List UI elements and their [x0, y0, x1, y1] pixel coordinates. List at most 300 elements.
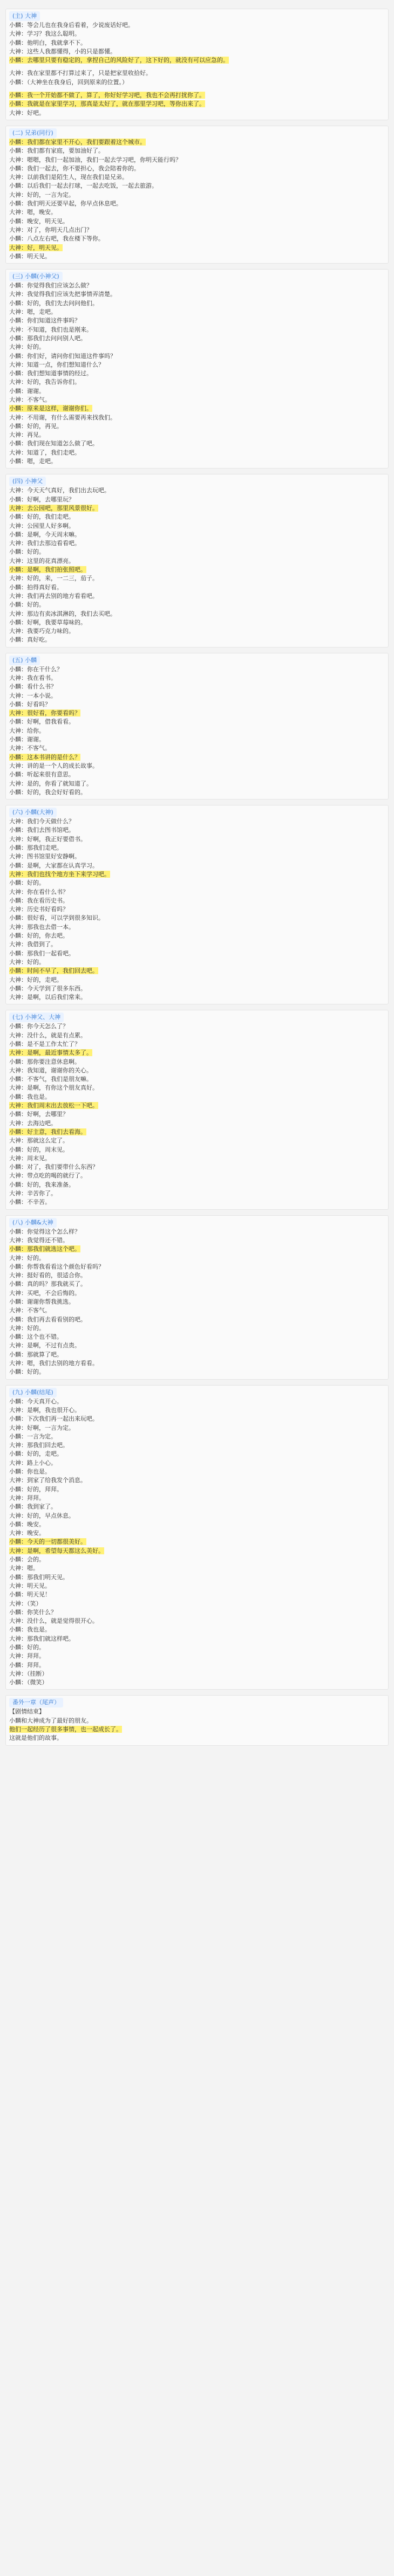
dialogue-line: [6, 1084, 388, 1092]
dialogue-line: [6, 1254, 388, 1263]
dialogue-line: [6, 78, 388, 87]
dialogue-line: [6, 1520, 388, 1529]
dialogue-text: 小麟：好的。: [9, 1643, 45, 1651]
dialogue-text: 小麟：时间不早了，我们回去吧。: [9, 967, 98, 975]
dialogue-line: [6, 1459, 388, 1468]
dialogue-text: 大神：不客气。: [9, 1307, 51, 1314]
dialogue-line: [6, 1351, 388, 1359]
dialogue-line: [6, 826, 388, 835]
dialogue-line: [6, 1573, 388, 1582]
dialogue-line: [6, 486, 388, 495]
dialogue-line: [6, 888, 388, 897]
dialogue-line: [6, 1626, 388, 1634]
dialogue-text: 大神：嗯，走吧。: [9, 308, 57, 316]
dialogue-line: [6, 513, 388, 521]
dialogue-line: [6, 1333, 388, 1341]
footer-text: 【剧情结束】: [9, 1708, 45, 1716]
dialogue-line: [6, 770, 388, 779]
dialogue-text: 小麟：那我们就选这个吧。: [9, 1245, 80, 1253]
dialogue-line: [6, 1128, 388, 1137]
dialogue-text: 大神：对了，你明天几点出门？: [9, 226, 92, 233]
dialogue-line: [6, 343, 388, 352]
dialogue-line: [6, 727, 388, 735]
dialogue-line: [6, 897, 388, 905]
dialogue-text: 小麟：我一个开始都不做了，算了，你好好学习吧，我也不会再打扰你了。: [9, 92, 205, 99]
dialogue-text: 小麟：那我们去问问别人吧。: [9, 334, 86, 342]
dialogue-line: [6, 1110, 388, 1119]
dialogue-text: 小麟：好的，我们走吧。: [9, 513, 74, 521]
dialogue-line: [6, 290, 388, 299]
dialogue-line: [6, 39, 388, 47]
dialogue-text: 大神：好的。: [9, 958, 45, 966]
dialogue-line: [6, 1424, 388, 1432]
dialogue-text: 大神：嗯，我们去别的地方看看。: [9, 1360, 98, 1367]
dialogue-line: [6, 1245, 388, 1253]
section-header: [6, 1013, 388, 1022]
dialogue-text: 大神：不客气。: [9, 745, 51, 752]
dialogue-text: 小麟：那你要注意休息啊。: [9, 1058, 80, 1065]
section-header: [6, 272, 388, 281]
section-header-tag: (主) 大神: [9, 11, 40, 21]
footer-line: [6, 1725, 388, 1734]
dialogue-text: 小麟：我们想知道事情的经过。: [9, 370, 92, 377]
dialogue-line: [6, 431, 388, 439]
dialogue-line: [6, 1529, 388, 1538]
dialogue-line: [6, 1476, 388, 1485]
dialogue-text: 小麟：我们一起去，你不要担心，我会陪着你的。: [9, 164, 140, 172]
dialogue-text: 大神：给你。: [9, 727, 45, 734]
dialogue-line: [6, 1678, 388, 1687]
dialogue-line: [6, 709, 388, 718]
dialogue-line: [6, 788, 388, 797]
section-header-tag: (四) 小神父: [9, 477, 46, 486]
dialogue-line: [6, 627, 388, 636]
dialogue-text: 小麟：看什么书？: [9, 683, 57, 691]
dialogue-text: 大神：我们今天做什么？: [9, 818, 74, 825]
dialogue-line: [6, 967, 388, 975]
dialogue-text: 大神：图书馆里好安静啊。: [9, 853, 80, 860]
dialogue-line: [6, 1538, 388, 1546]
section-header-tag: (二) 兄弟(同行): [9, 128, 57, 138]
dialogue-text: 大神：再见。: [9, 431, 45, 439]
dialogue-text: 小麟：你帮我看看这个颜色好看吗？: [9, 1263, 104, 1270]
dialogue-section: [5, 474, 389, 647]
section-header: [6, 477, 388, 486]
dialogue-text: 小麟：这本书讲的是什么？: [9, 753, 80, 761]
dialogue-text: 小麟：那我们走吧。: [9, 844, 63, 852]
dialogue-text: 大神：（挂断）: [9, 1670, 48, 1677]
dialogue-line: [6, 191, 388, 199]
dialogue-line: [6, 504, 388, 513]
dialogue-text: 小麟：拍得真好看。: [9, 583, 63, 591]
dialogue-text: 大神：去公园吧，那里风景很好。: [9, 504, 98, 512]
dialogue-text: 小麟：我们明天还要早起，你早点休息吧。: [9, 200, 122, 208]
dialogue-line: [6, 252, 388, 261]
section-header: [6, 128, 388, 138]
dialogue-text: 小麟：拜拜。: [9, 1661, 45, 1669]
dialogue-text: 大神：很好看，你要看吗？: [9, 710, 80, 717]
dialogue-line: [6, 352, 388, 361]
dialogue-text: 小麟：谢谢。: [9, 736, 45, 743]
footer-text: 这就是他们的故事。: [9, 1734, 63, 1742]
dialogue-text: 大神：拜拜。: [9, 1652, 45, 1660]
dialogue-line: [6, 1181, 388, 1189]
dialogue-line: [6, 308, 388, 316]
dialogue-text: 小麟：好的。: [9, 879, 45, 887]
dialogue-text: 小麟：等会儿也在我身后看着，少说废话好吧。: [9, 22, 134, 29]
dialogue-line: [6, 281, 388, 290]
dialogue-line: [6, 449, 388, 457]
dialogue-line: [6, 1236, 388, 1245]
dialogue-text: 小麟：好的，我会好好看的。: [9, 788, 86, 796]
dialogue-line: [6, 1289, 388, 1298]
dialogue-text: 小麟：那我们明天见。: [9, 1573, 69, 1581]
dialogue-line: [6, 692, 388, 700]
dialogue-line: [6, 683, 388, 691]
dialogue-line: [6, 1189, 388, 1198]
dialogue-line: [6, 1198, 388, 1207]
dialogue-text: 大神：一本小说。: [9, 692, 57, 699]
dialogue-text: 大神：我们也找个地方坐下来学习吧。: [9, 870, 110, 878]
dialogue-line: [6, 1450, 388, 1458]
dialogue-text: 小麟：是啊，大家都在认真学习。: [9, 862, 98, 869]
dialogue-text: 大神：我在家里都不打算过来了，只是把家里收拾好。: [9, 70, 152, 77]
section-header-tag: (七) 小神父、大神: [9, 1013, 64, 1022]
dialogue-text: 小麟：好啊，去哪里玩？: [9, 495, 74, 503]
dialogue-line: [6, 495, 388, 504]
footer-section: [5, 1695, 389, 1745]
dialogue-text: 大神：是啊，以后我们常来。: [9, 994, 86, 1001]
dialogue-text: 大神：晚安。: [9, 1530, 45, 1537]
dialogue-text: 小麟：听起来很有意思。: [9, 771, 74, 779]
dialogue-line: [6, 1154, 388, 1163]
dialogue-text: 小麟：明天见！: [9, 1591, 51, 1599]
dialogue-text: 小麟：我们再去看看别的吧。: [9, 1315, 86, 1323]
dialogue-line: [6, 601, 388, 609]
dialogue-text: 大神：以前我们是陌生人，现在我们是兄弟。: [9, 174, 128, 181]
dialogue-line: [6, 1298, 388, 1306]
dialogue-text: 大神：没什么，就是有点累。: [9, 1031, 86, 1039]
dialogue-line: [6, 636, 388, 644]
dialogue-text: 大神：知道一点，你们想知道什么？: [9, 361, 104, 368]
dialogue-text: 大神：那我也去借一本。: [9, 923, 74, 931]
dialogue-line: [6, 844, 388, 852]
dialogue-text: 小麟：好的，我们先去问问他们。: [9, 299, 98, 307]
dialogue-text: 小麟：是啊，今天周末嘛。: [9, 531, 80, 538]
dialogue-line: [6, 932, 388, 940]
dialogue-text: 小麟：我到家了。: [9, 1503, 57, 1511]
dialogue-line: [6, 1228, 388, 1236]
dialogue-text: 大神：那我们就这样吧。: [9, 1635, 74, 1642]
dialogue-line: [6, 923, 388, 932]
dialogue-text: 大神：学习？我这么聪明。: [9, 30, 80, 38]
dialogue-section: [5, 805, 389, 1004]
dialogue-line: [6, 1406, 388, 1415]
dialogue-line: [6, 1315, 388, 1324]
footer-header: [6, 1698, 388, 1707]
dialogue-section: [5, 126, 389, 264]
dialogue-text: 小麟：谢谢你帮我挑选。: [9, 1298, 74, 1305]
dialogue-line: [6, 949, 388, 958]
section-header: [6, 1218, 388, 1228]
dialogue-line: [6, 583, 388, 592]
dialogue-text: 小麟：以后我们一起去打球，一起去吃饭，一起去旅游。: [9, 182, 158, 190]
dialogue-line: [6, 1022, 388, 1031]
dialogue-text: 小麟：今天的一切都很美好。: [9, 1538, 86, 1546]
dialogue-line: [6, 182, 388, 190]
dialogue-text: 大神：好的，走吧。: [9, 976, 63, 983]
dialogue-line: [6, 1582, 388, 1590]
dialogue-line: [6, 109, 388, 118]
dialogue-text: 小麟：很好看，可以学到很多知识。: [9, 914, 104, 922]
dialogue-line: [6, 138, 388, 147]
dialogue-line: [6, 548, 388, 556]
dialogue-line: [6, 91, 388, 100]
dialogue-text: 小麟：我们去图书馆吧。: [9, 826, 74, 834]
dialogue-line: [6, 1075, 388, 1084]
dialogue-line: [6, 1617, 388, 1626]
dialogue-text: 大神：你在看什么书？: [9, 888, 69, 896]
dialogue-line: [6, 326, 388, 334]
dialogue-text: 小麟：好看吗？: [9, 700, 51, 708]
dialogue-text: 大神：明天见。: [9, 1582, 51, 1589]
dialogue-line: [6, 852, 388, 861]
dialogue-text: 大神：是啊，不过有点贵。: [9, 1342, 80, 1349]
dialogue-line: [6, 976, 388, 984]
dialogue-text: 大神：是啊，我也很开心。: [9, 1406, 80, 1414]
dialogue-text: 大神：我要巧克力味的。: [9, 628, 74, 635]
dialogue-line: [6, 21, 388, 30]
dialogue-line: [6, 369, 388, 378]
dialogue-line: [6, 404, 388, 413]
dialogue-text: 小麟：你们知道这件事吗？: [9, 317, 80, 325]
dialogue-text: 小麟：这个也不错。: [9, 1333, 63, 1341]
dialogue-text: 小麟：今天学到了很多东西。: [9, 984, 86, 992]
dialogue-text: 大神：那边有卖冰淇淋的，我们去买吧。: [9, 610, 116, 617]
dialogue-text: 大神：没什么，就是觉得很开心。: [9, 1617, 98, 1625]
dialogue-line: [6, 610, 388, 618]
dialogue-text: 大神：是啊，希望每天都这么美好。: [9, 1547, 104, 1554]
dialogue-text: 小麟：明天见。: [9, 252, 51, 260]
dialogue-text: 小麟：谢谢。: [9, 387, 45, 395]
dialogue-section: [5, 1010, 389, 1209]
dialogue-line: [6, 1590, 388, 1599]
dialogue-text: 大神：买吧，不会后悔的。: [9, 1289, 80, 1297]
dialogue-text: 小麟：好的，周末见。: [9, 1146, 69, 1153]
footer-line: [6, 1707, 388, 1716]
dialogue-line: [6, 1324, 388, 1333]
dialogue-line: [6, 244, 388, 252]
dialogue-line: [6, 100, 388, 108]
dialogue-text: 大神：是的，你看了就知道了。: [9, 780, 92, 787]
dialogue-text: 小麟：下次我们再一起出来玩吧。: [9, 1415, 98, 1423]
dialogue-text: 大神：不用谢，有什么需要再来找我们。: [9, 414, 116, 421]
dialogue-text: 小麟：你在干什么？: [9, 665, 63, 673]
dialogue-line: [6, 958, 388, 967]
footer-text: 他们一起经历了很多事情，也一起成长了。: [9, 1726, 122, 1733]
dialogue-text: 小麟：好啊，借我看看。: [9, 718, 74, 726]
section-header: [6, 656, 388, 665]
dialogue-text: 小麟：那我们一起看吧。: [9, 949, 74, 957]
dialogue-text: 小麟：真的吗？那我就买了。: [9, 1280, 86, 1288]
dialogue-text: 大神：我们去那边看看吧。: [9, 540, 80, 547]
dialogue-text: 小麟：不客气，我们是朋友嘛。: [9, 1076, 92, 1083]
dialogue-line: [6, 1137, 388, 1145]
dialogue-line: [6, 164, 388, 173]
dialogue-line: [6, 531, 388, 539]
dialogue-line: [6, 1600, 388, 1608]
dialogue-text: 大神：我们再去别的地方看看吧。: [9, 592, 98, 600]
dialogue-text: 小麟：我就是在家里学习，那真是太好了，就在那里学习吧，等你出来了。: [9, 100, 205, 108]
dialogue-line: [6, 208, 388, 217]
dialogue-line: [6, 156, 388, 164]
dialogue-text: 小麟：晚安。: [9, 1520, 45, 1528]
dialogue-text: 小麟：好主意，我们去看海。: [9, 1128, 86, 1135]
dialogue-text: 大神：带点吃的喝的就行了。: [9, 1172, 86, 1180]
dialogue-text: 小麟：你今天怎么了？: [9, 1023, 69, 1030]
dialogue-text: 大神：不客气。: [9, 396, 51, 403]
dialogue-text: 大神：拜拜。: [9, 1494, 45, 1501]
dialogue-text: 小麟：对了，我们要带什么东西？: [9, 1163, 98, 1171]
dialogue-line: [6, 1280, 388, 1289]
dialogue-line: [6, 1163, 388, 1172]
dialogue-line: [6, 700, 388, 709]
dialogue-line: [6, 674, 388, 683]
dialogue-text: 大神：好的，早点休息。: [9, 1512, 74, 1519]
dialogue-line: [6, 1635, 388, 1643]
dialogue-text: 小麟：好的，拜拜。: [9, 1485, 63, 1493]
dialogue-line: [6, 592, 388, 601]
dialogue-text: 小麟：好的，你去吧。: [9, 932, 69, 940]
dialogue-section: [5, 269, 389, 469]
footer-line: [6, 1734, 388, 1742]
dialogue-line: [6, 217, 388, 226]
dialogue-text: 小麟：嗯，走吧。: [9, 458, 57, 465]
dialogue-text: 小麟：好啊，我要草莓味的。: [9, 618, 86, 626]
section-header-tag: (五) 小麟: [9, 656, 40, 665]
dialogue-text: 小麟：好的。: [9, 548, 45, 556]
dialogue-text: 大神：嗯，晚安。: [9, 209, 57, 216]
dialogue-line: [6, 744, 388, 753]
dialogue-text: 大神：好的，我告诉你们。: [9, 378, 80, 386]
dialogue-line: [6, 1306, 388, 1315]
dialogue-text: 大神：不知道，我们也是刚来。: [9, 326, 92, 333]
dialogue-text: 大神：嗯嗯，我们一起加油，我们一起去学习吧，你明天能行吗？: [9, 156, 181, 163]
dialogue-line: [6, 762, 388, 770]
dialogue-line: [6, 566, 388, 574]
section-header: [6, 808, 388, 817]
dialogue-text: 大神：历史书好看吗？: [9, 906, 69, 913]
dialogue-line: [6, 1341, 388, 1350]
dialogue-text: 小麟：（微笑）: [9, 1679, 48, 1686]
dialogue-text: 小麟：你也是。: [9, 1468, 51, 1476]
dialogue-text: 小麟：他明白，我就拿不下。: [9, 39, 86, 46]
dialogue-text: 小麟：我们现在知道怎么做了吧。: [9, 440, 98, 447]
dialogue-line: [6, 1049, 388, 1057]
dialogue-text: 小麟：晚安，明天见。: [9, 217, 69, 225]
dialogue-text: 大神：好的，来，一二三，茄子。: [9, 575, 98, 582]
dialogue-line: [6, 235, 388, 243]
dialogue-text: 小麟：我们都有家庭，要加油好了。: [9, 147, 104, 155]
dialogue-line: [6, 940, 388, 949]
dialogue-text: 小麟：今天真开心。: [9, 1397, 63, 1405]
dialogue-line: [6, 1368, 388, 1376]
dialogue-line: [6, 780, 388, 788]
dialogue-text: 小麟：我也是。: [9, 1626, 51, 1634]
dialogue-line: [6, 56, 388, 65]
dialogue-text: 大神：我知道，谢谢你的关心。: [9, 1066, 92, 1074]
dialogue-line: [6, 753, 388, 762]
dialogue-line: [6, 1643, 388, 1652]
dialogue-text: 大神：挺好看的，很适合你。: [9, 1272, 86, 1279]
dialogue-text: 大神：周末见。: [9, 1154, 51, 1162]
dialogue-line: [6, 665, 388, 674]
dialogue-text: 小麟：会的。: [9, 1556, 45, 1563]
dialogue-text: 小麟：好啊，去哪里？: [9, 1111, 69, 1118]
dialogue-line: [6, 1172, 388, 1180]
dialogue-line: [6, 387, 388, 396]
dialogue-text: 小麟：好的，再见。: [9, 422, 63, 430]
footer-header-tag: 番外一章（尾声）: [9, 1698, 63, 1707]
dialogue-section: [5, 1385, 389, 1690]
dialogue-line: [6, 1093, 388, 1101]
dialogue-line: [6, 1040, 388, 1049]
dialogue-line: [6, 718, 388, 726]
dialogue-text: 小麟：我在看历史书。: [9, 897, 69, 904]
dialogue-text: 小麟：好的，我来准备。: [9, 1181, 74, 1188]
dialogue-text: 小麟：八点左右吧，我在楼下等你。: [9, 235, 104, 243]
dialogue-text: 小麟：原来是这样，谢谢你们。: [9, 405, 92, 412]
dialogue-line: [6, 1441, 388, 1450]
dialogue-text: 大神：讲的是一个人的成长故事。: [9, 762, 98, 769]
section-header-tag: (六) 小麟(大神): [9, 808, 57, 817]
dialogue-line: [6, 87, 388, 91]
dialogue-line: [6, 199, 388, 208]
dialogue-text: 小麟：是啊，我们拍张照吧。: [9, 566, 86, 574]
dialogue-line: [6, 735, 388, 744]
dialogue-text: 大神：我在看书。: [9, 674, 57, 681]
dialogue-line: [6, 147, 388, 155]
dialogue-text: 小麟：你觉得这个怎么样？: [9, 1228, 80, 1235]
dialogue-line: [6, 1670, 388, 1678]
dialogue-line: [6, 1101, 388, 1110]
dialogue-line: [6, 1555, 388, 1564]
dialogue-line: [6, 1547, 388, 1555]
dialogue-text: 大神：公园里人好多啊。: [9, 522, 74, 529]
dialogue-line: [6, 835, 388, 844]
dialogue-text: 大神：好的。: [9, 1324, 45, 1332]
dialogue-text: 大神：辛苦你了。: [9, 1190, 57, 1197]
dialogue-text: 小麟：那就算了吧。: [9, 1351, 63, 1358]
dialogue-line: [6, 457, 388, 466]
dialogue-line: [6, 1503, 388, 1511]
dialogue-text: 大神：今天天气真好，我们出去玩吧。: [9, 487, 110, 494]
dialogue-line: [6, 557, 388, 566]
dialogue-section: [5, 9, 389, 120]
dialogue-line: [6, 905, 388, 914]
dialogue-text: 大神：嗯。: [9, 1565, 39, 1572]
footer-lines: [6, 1707, 388, 1742]
dialogue-text: 大神：好，明天见。: [9, 244, 63, 251]
dialogue-text: 大神：我借到了。: [9, 941, 57, 948]
dialogue-line: [6, 1564, 388, 1573]
dialogue-line: [6, 1031, 388, 1040]
section-header-tag: (三) 小麟(小神父): [9, 272, 63, 281]
dialogue-text: 小麟：好的。: [9, 601, 45, 609]
dialogue-line: [6, 65, 388, 69]
dialogue-text: 大神：好吧。: [9, 109, 45, 116]
dialogue-line: [6, 1652, 388, 1661]
